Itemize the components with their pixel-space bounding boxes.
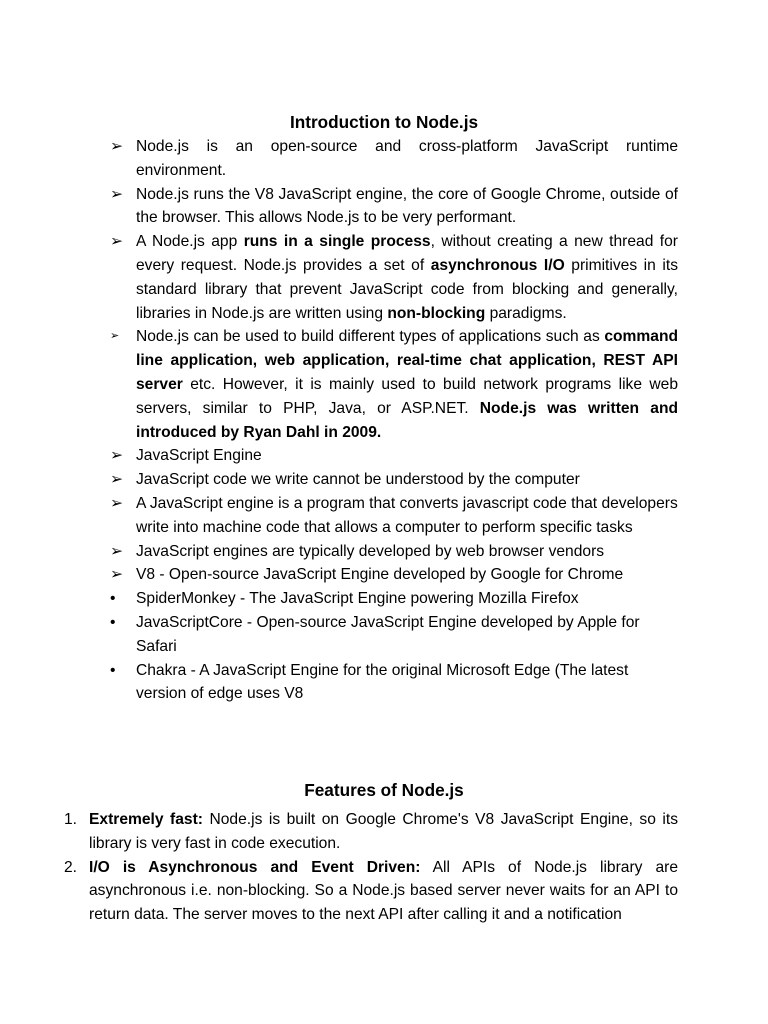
list-item [110, 563, 678, 587]
arrow-bullet-icon: ➢ [110, 494, 124, 512]
bullet-icon: • [110, 661, 116, 679]
list-item [110, 135, 678, 183]
bold-text: non-blocking [387, 304, 486, 322]
list-item [110, 659, 678, 707]
arrow-bullet-icon: ➢ [110, 447, 124, 465]
text-run: JavaScript engines are typically developed by web browser vendors [136, 542, 605, 560]
text-run: V8 - Open-source JavaScript Engine developed by Google for Chrome [136, 566, 624, 584]
text-run: Node.js runs the V8 JavaScript engine, the core of Google Chrome, outside of the browser. This allows Node.js to be very performant. [136, 185, 678, 227]
list-item [110, 183, 678, 231]
bullet-icon: • [110, 590, 116, 608]
feature-item [64, 856, 678, 927]
feature-number: 1. [64, 811, 78, 828]
text-run: JavaScriptCore - Open-source JavaScript Engine developed by Apple for Safari [136, 613, 640, 655]
list-item [110, 492, 678, 540]
text-run: etc. However, it is mainly used to build network programs like web servers, similar to PHP, Java, or ASP.NET. [136, 375, 678, 417]
arrow-bullet-icon: ➢ [110, 566, 124, 584]
text-run: Node.js is an open-source and cross-platform JavaScript runtime environment. [136, 138, 678, 179]
bold-text: Node.js was written and introduced by Ryan Dahl in 2009. [136, 399, 678, 441]
text-run: JavaScript Engine [136, 447, 262, 465]
text-run: SpiderMonkey - The JavaScript Engine powering Mozilla Firefox [136, 590, 579, 608]
arrow-bullet-icon: ➢ [110, 471, 124, 489]
list-item [110, 587, 678, 611]
list-item [110, 230, 678, 325]
text-run: Node.js can be used to build different types of applications such as [136, 328, 605, 346]
feature-item [64, 808, 678, 856]
list-item [110, 444, 678, 468]
intro-title: Introduction to Node.js [289, 112, 479, 132]
text-run: JavaScript code we write cannot be understood by the computer [136, 471, 580, 489]
arrow-bullet-icon: ➢ [110, 542, 124, 560]
list-item [110, 468, 678, 492]
intro-list [110, 135, 678, 706]
list-item [110, 325, 678, 444]
features-list [64, 808, 678, 927]
arrow-bullet-icon: ➢ [110, 185, 124, 203]
text-run: All APIs of Node.js library are asynchronous i.e. non-blocking. So a Node.js based server never waits for an API to return data. The server moves to the next API after calling it and a notification [89, 858, 679, 924]
arrow-bullet-icon: ➢ [110, 330, 120, 343]
text-run: A Node.js app [136, 233, 244, 251]
list-item [110, 611, 678, 659]
text-run: Node.js is built on Google Chrome's V8 JavaScript Engine, so its library is very fast in code execution. [89, 811, 678, 852]
bold-text: asynchronous I/O [430, 256, 565, 274]
text-run: primitives in its standard library that prevent JavaScript code from blocking and generally, libraries in Node.js are written using [136, 256, 678, 322]
feature-number: 2. [64, 858, 78, 876]
bold-text: runs in a single process [243, 233, 431, 251]
bold-text: command line application, web application, real-time chat application, REST API server [136, 328, 678, 393]
bold-text: Extremely fast: [89, 811, 203, 828]
bold-text: I/O is Asynchronous and Event Driven: [89, 858, 421, 876]
arrow-bullet-icon: ➢ [110, 233, 124, 251]
features-title: Features of Node.js [304, 780, 464, 800]
text-run: paradigms. [485, 304, 567, 322]
text-run: Chakra - A JavaScript Engine for the original Microsoft Edge (The latest version of edge uses V8 [136, 661, 629, 703]
text-run: , without creating a new thread for every request. Node.js provides a set of [136, 233, 678, 274]
list-item [110, 540, 678, 564]
text-run: A JavaScript engine is a program that converts javascript code that developers write into machine code that allows a computer to perform specific tasks [136, 494, 678, 536]
arrow-bullet-icon: ➢ [110, 138, 124, 155]
bullet-icon: • [110, 613, 116, 631]
